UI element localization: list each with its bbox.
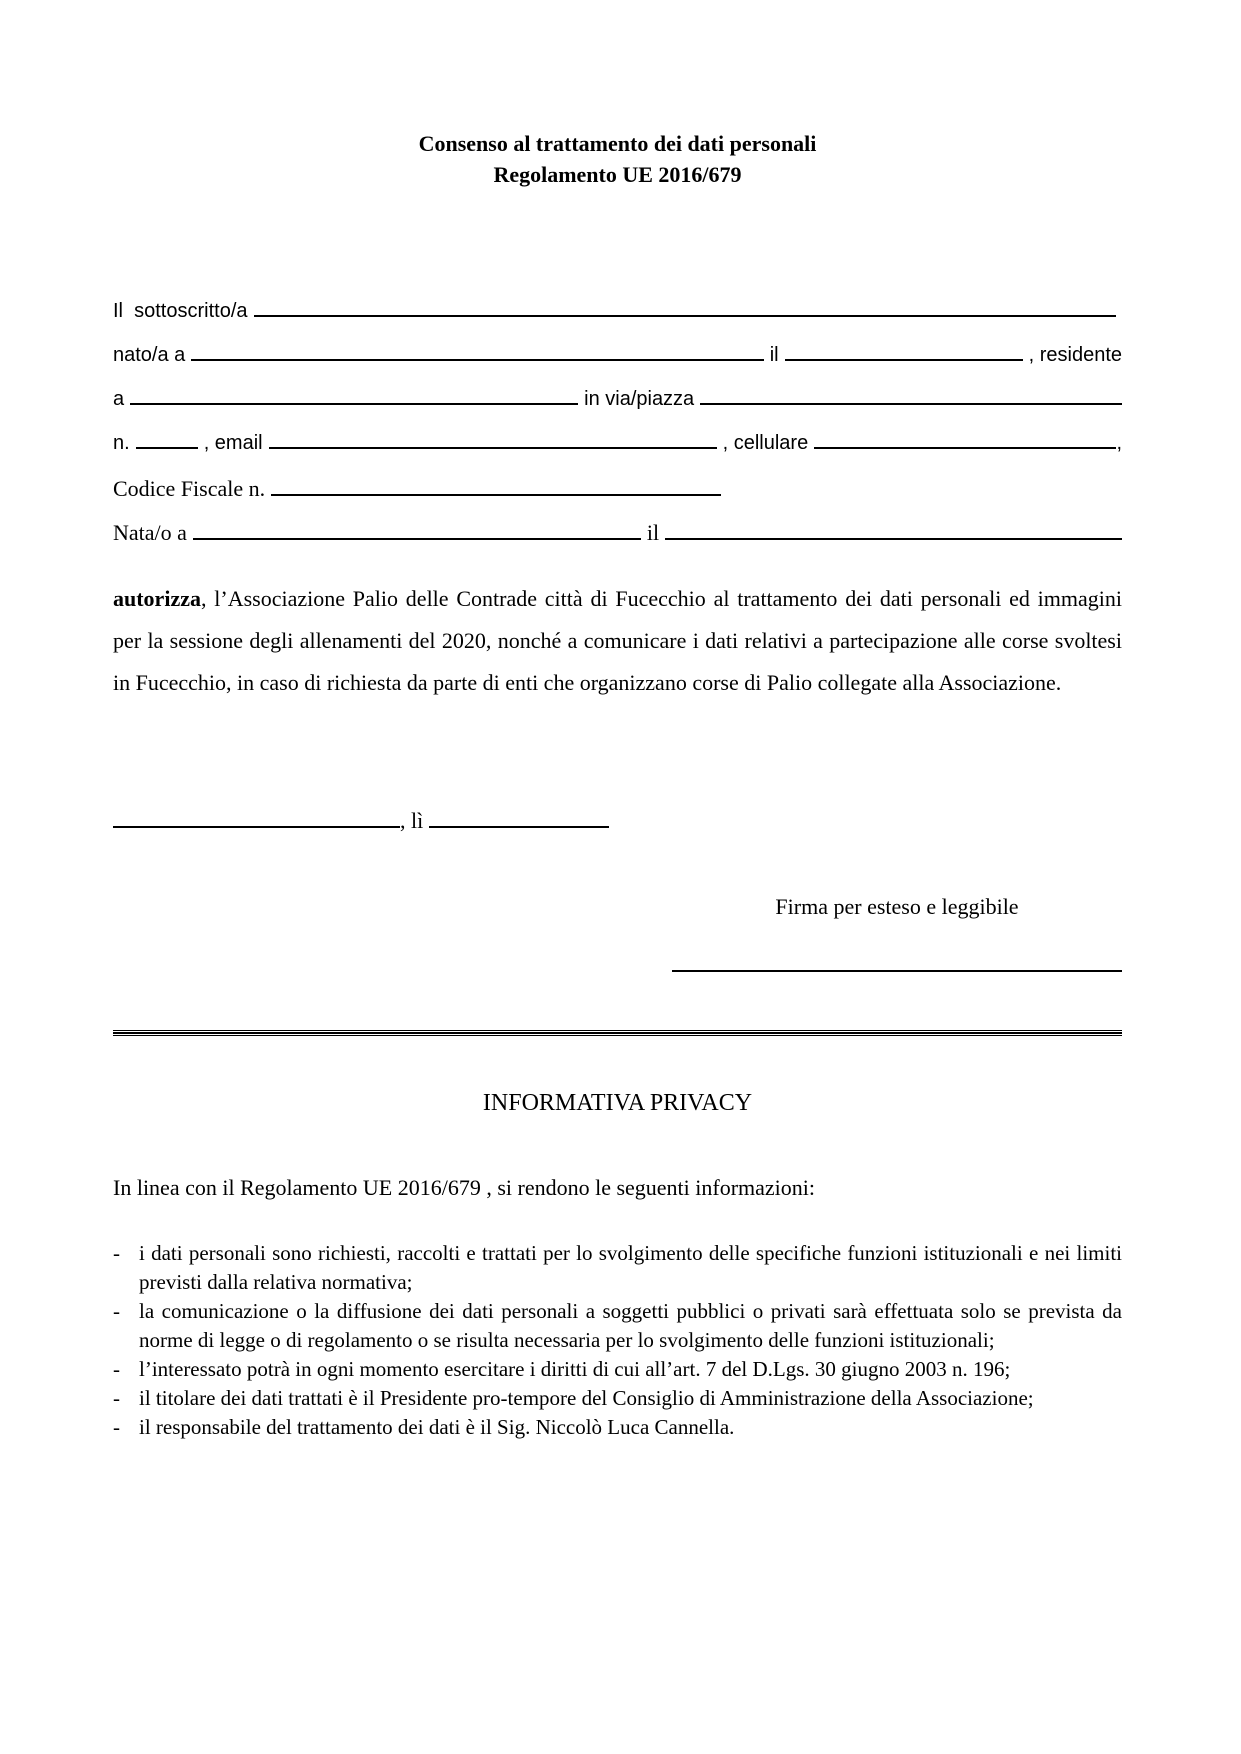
birth-date-blank xyxy=(785,357,1023,361)
date-blank xyxy=(429,824,609,828)
bullet-dash: - xyxy=(113,1415,120,1439)
born2-date-label: il xyxy=(646,520,660,545)
street-number-blank xyxy=(136,445,198,449)
document-title xyxy=(113,128,1122,190)
list-item-text: i dati personali sono richiesti, raccolti e trattati per lo svolgimento delle specifiche funzioni istituzionali e nei limiti previsti dalla relativa normativa; xyxy=(139,1241,1122,1294)
street-label: in via/piazza xyxy=(584,388,695,410)
email-blank xyxy=(269,445,717,449)
signature-block xyxy=(672,894,1122,972)
resident-label: , residente xyxy=(1028,344,1122,366)
list-item xyxy=(113,1355,1122,1384)
born2-place-blank xyxy=(193,536,641,540)
mobile-label: , cellulare xyxy=(722,432,809,454)
list-item-text: l’interessato potrà in ogni momento esercitare i diritti di cui all’art. 7 del D.Lgs. 30 giugno 2003 n. 196; xyxy=(139,1357,1011,1381)
privacy-list xyxy=(113,1239,1122,1442)
personal-data-form xyxy=(113,300,1122,564)
list-item xyxy=(113,1297,1122,1355)
fiscal-code-label: Codice Fiscale n. xyxy=(113,476,266,501)
form-row-subscriber xyxy=(113,300,1122,344)
bullet-dash: - xyxy=(113,1357,120,1381)
born2-label: Nata/o a xyxy=(113,520,187,545)
born-at-label: nato/a a xyxy=(113,344,186,366)
residence-city-blank xyxy=(130,401,578,405)
email-label: , email xyxy=(203,432,263,454)
birth-date-label: il xyxy=(769,344,779,366)
privacy-section-title: INFORMATIVA PRIVACY xyxy=(482,1090,753,1116)
authorizes-word: autorizza xyxy=(113,586,201,611)
bullet-dash: - xyxy=(113,1241,120,1265)
street-number-label: n. xyxy=(113,432,130,454)
privacy-intro: In linea con il Regolamento UE 2016/679 , si rendono le seguenti informazioni: xyxy=(113,1175,816,1200)
li-label: , lì xyxy=(400,808,429,833)
form-row-fiscal-code xyxy=(113,476,1122,520)
list-item-text: il titolare dei dati trattati è il Presidente pro-tempore del Consiglio di Amministrazione della Associazione; xyxy=(139,1386,1034,1410)
place-date-row xyxy=(113,808,1122,852)
trailing-comma: , xyxy=(1116,432,1122,454)
form-row-residence xyxy=(113,388,1122,432)
form-row-contacts xyxy=(113,432,1122,476)
mobile-blank xyxy=(814,445,1116,449)
title-line-2: Regolamento UE 2016/679 xyxy=(493,162,742,187)
fiscal-code-blank xyxy=(271,492,721,496)
street-blank xyxy=(700,401,1122,405)
bullet-dash: - xyxy=(113,1386,120,1410)
list-item xyxy=(113,1384,1122,1413)
residence-a-label: a xyxy=(113,388,125,410)
subscriber-name-blank xyxy=(254,313,1117,317)
title-line-1: Consenso al trattamento dei dati personali xyxy=(418,131,817,156)
born2-date-blank xyxy=(665,536,1122,540)
bullet-dash: - xyxy=(113,1299,120,1323)
signature-label: Firma per esteso e leggibile xyxy=(775,894,1019,919)
list-item-text: il responsabile del trattamento dei dati è il Sig. Niccolò Luca Cannella. xyxy=(139,1415,735,1439)
section-divider xyxy=(113,1030,1122,1036)
list-item xyxy=(113,1239,1122,1297)
list-item xyxy=(113,1413,1122,1442)
form-row-born2 xyxy=(113,520,1122,564)
place-blank xyxy=(113,824,400,828)
consent-text: , l’Associazione Palio delle Contrade città di Fucecchio al trattamento dei dati personali ed immagini per la sessione degli allenamenti del 2020, nonché a comunicare i dati relativi a partecipazione alle corse svoltesi in Fucecchio, in caso di richiesta da parte di enti che organizzano corse di Palio collegate alla Associazione. xyxy=(113,586,1122,695)
birth-place-blank xyxy=(191,357,763,361)
signature-blank xyxy=(672,968,1122,972)
subscriber-label: Il sottoscritto/a xyxy=(113,300,248,322)
list-item-text: la comunicazione o la diffusione dei dati personali a soggetti pubblici o privati sarà effettuata solo se prevista da norme di legge o di regolamento o se risulta necessaria per lo svolgimento delle funzioni istituzionali; xyxy=(139,1299,1122,1352)
consent-paragraph xyxy=(113,578,1122,704)
form-row-birth xyxy=(113,344,1122,388)
